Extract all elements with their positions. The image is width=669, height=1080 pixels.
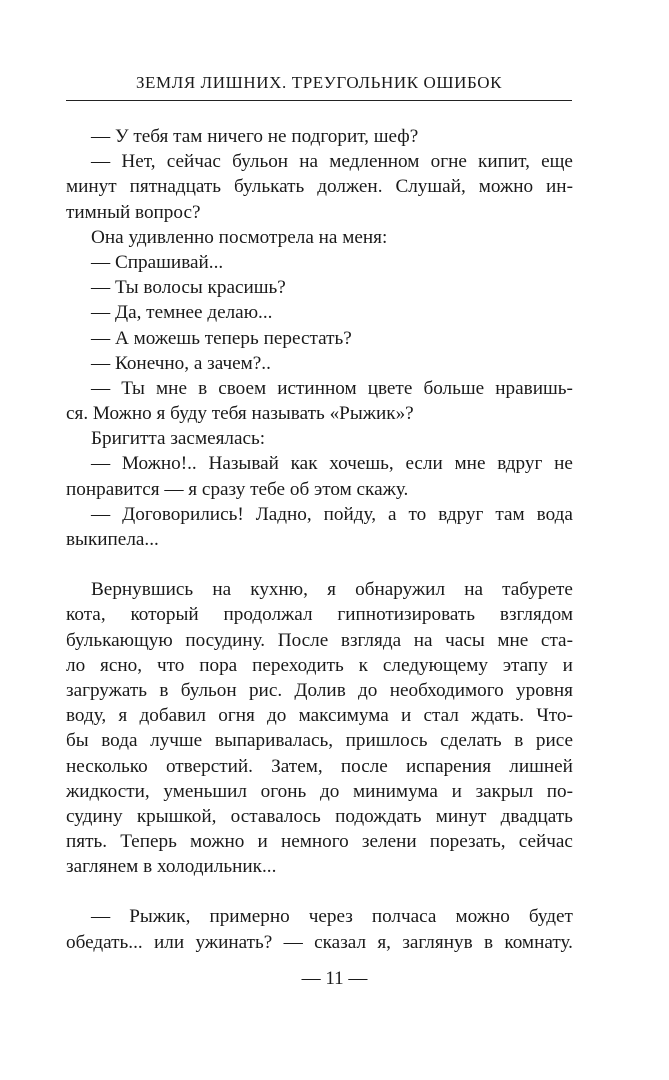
page-number: — 11 —: [301, 968, 368, 989]
text-line: — Конечно, а зачем?..: [91, 352, 271, 374]
text-line: жидкости, уменьшил огонь до минимума и закрыл по-: [66, 780, 573, 802]
text-line: ло ясно, что пора переходить к следующему этапу и: [66, 654, 573, 676]
text-line: — Нет, сейчас бульон на медленном огне кипит, еще: [91, 151, 573, 173]
text-line: — Ты волосы красишь?: [91, 277, 286, 299]
text-line: булькающую посудину. После взгляда на часы мне ста-: [66, 629, 573, 651]
text-line: — Да, темнее делаю...: [91, 302, 273, 324]
text-line: тимный вопрос?: [66, 201, 201, 223]
running-head: ЗЕМЛЯ ЛИШНИХ. ТРЕУГОЛЬНИК ОШИБОК: [135, 73, 503, 92]
text-line: — Рыжик, примерно через полчаса можно будет: [91, 906, 573, 928]
text-line: пять. Теперь можно и немного зелени порезать, сейчас: [66, 831, 573, 853]
text-line: выкипела...: [66, 529, 159, 550]
page-body: [66, 124, 573, 955]
section-gap: [93, 879, 573, 904]
text-line: загружать в бульон рис. Долив до необходимого уровня: [66, 679, 573, 701]
text-line: несколько отверстий. Затем, после испарения лишней: [66, 755, 573, 777]
section-gap: [93, 552, 573, 577]
text-line: минут пятнадцать булькать должен. Слушай, можно ин-: [66, 176, 573, 198]
text-line: понравится — я сразу тебе об этом скажу.: [66, 478, 409, 500]
text-line: — Спрашивай...: [91, 251, 224, 273]
text-line: судину крышкой, оставалось подождать минут двадцать: [66, 805, 573, 827]
text-line: ся. Можно я буду тебя называть «Рыжик»?: [66, 403, 414, 425]
text-line: — Договорились! Ладно, пойду, а то вдруг там вода: [91, 503, 573, 525]
text-line: — А можешь теперь перестать?: [91, 327, 352, 349]
text-line: кота, который продолжал гипнотизировать взглядом: [66, 604, 573, 626]
text-line: Вернувшись на кухню, я обнаружил на табурете: [91, 579, 573, 601]
text-line: обедать... или ужинать? — сказал я, заглянув в комнату.: [66, 931, 573, 953]
header-rule: [66, 100, 572, 101]
text-line: бы вода лучше выпаривалась, пришлось сделать в рисе: [66, 730, 573, 752]
text-line: — Можно!.. Называй как хочешь, если мне вдруг не: [91, 453, 573, 475]
text-line: Бригитта засмеялась:: [91, 428, 266, 450]
text-line: заглянем в холодильник...: [66, 856, 277, 878]
text-line: Она удивленно посмотрела на меня:: [91, 226, 388, 248]
text-line: — Ты мне в своем истинном цвете больше нравишь-: [91, 377, 573, 399]
text-line: воду, я добавил огня до максимума и стал ждать. Что-: [66, 705, 573, 727]
text-line: — У тебя там ничего не подгорит, шеф?: [91, 126, 419, 147]
